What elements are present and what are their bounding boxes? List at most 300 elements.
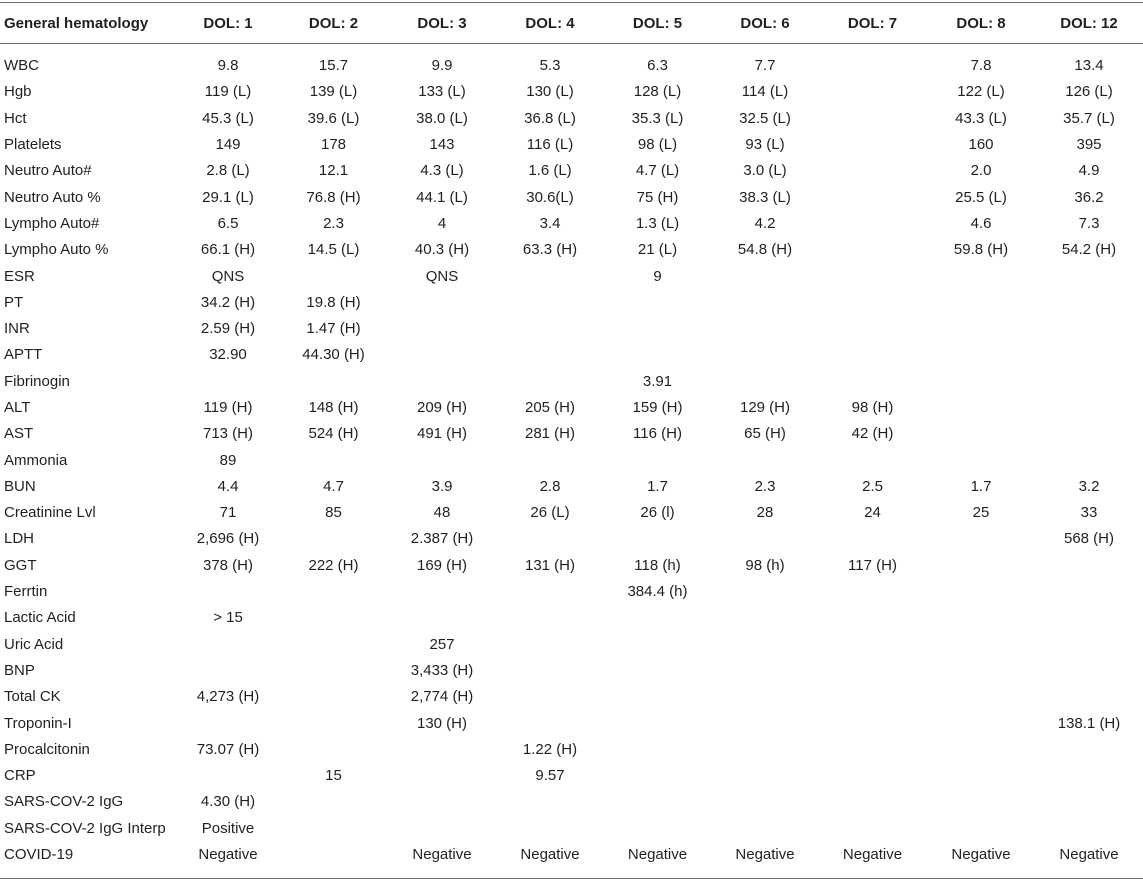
table-cell: [818, 132, 927, 158]
table-cell: [280, 369, 387, 395]
table-cell: 205 (H): [524, 399, 576, 416]
table-cell: [280, 447, 387, 473]
table-row: [0, 290, 1143, 316]
table-cell: [603, 605, 712, 631]
table-cell: 4: [437, 214, 447, 232]
table-cell: 143: [429, 136, 455, 154]
table-cell: [603, 316, 712, 342]
table-cell: 114 (L): [741, 83, 789, 101]
table-cell: 6.5: [217, 214, 239, 232]
table-cell: [712, 316, 818, 342]
table-cell: 257: [429, 635, 455, 653]
table-cell: [818, 526, 927, 552]
column-header-dol: DOL: 2: [308, 14, 359, 32]
table-cell: 43.3 (L): [955, 109, 1007, 127]
table-row: [0, 553, 1143, 579]
table-cell: [1035, 369, 1143, 395]
table-row: [0, 579, 1143, 605]
table-cell: [497, 290, 603, 316]
row-label: PT: [4, 293, 24, 311]
table-cell: 122 (L): [957, 83, 1005, 101]
table-cell: [497, 710, 603, 736]
table-cell: 4.2: [754, 214, 776, 232]
table-cell: [818, 53, 927, 79]
table-row: [0, 237, 1143, 263]
table-cell: 54.8 (H): [737, 241, 793, 259]
table-cell: [927, 316, 1035, 342]
table-row: [0, 342, 1143, 368]
row-label: Platelets: [4, 136, 62, 154]
table-cell: [818, 369, 927, 395]
table-cell: 713 (H): [202, 425, 254, 443]
table-cell: [387, 816, 497, 842]
table-cell: 1.7: [970, 477, 992, 495]
table-cell: [927, 263, 1035, 289]
row-label: INR: [4, 320, 30, 338]
table-cell: Negative: [951, 846, 1011, 864]
table-cell: 178: [320, 136, 347, 154]
spacer-cell: [0, 43, 1143, 53]
table-cell: [712, 579, 818, 605]
table-cell: [712, 605, 818, 631]
table-cell: 378 (H): [202, 556, 254, 574]
table-cell: [818, 237, 927, 263]
row-label: GGT: [4, 556, 37, 574]
table-cell: [1035, 263, 1143, 289]
table-cell: 5.3: [539, 57, 561, 75]
table-cell: [280, 789, 387, 815]
table-cell: [387, 737, 497, 763]
table-cell: 19.8 (H): [306, 293, 361, 311]
table-cell: [712, 710, 818, 736]
column-header-test-group: General hematology: [4, 14, 149, 32]
table-cell: [176, 632, 280, 658]
table-row: [0, 789, 1143, 815]
table-cell: 2.8: [539, 477, 561, 495]
table-cell: [1035, 816, 1143, 842]
table-cell: 7.3: [1078, 214, 1100, 232]
table-cell: 33: [1080, 504, 1098, 522]
table-cell: 119 (L): [204, 83, 252, 101]
table-cell: [176, 369, 280, 395]
table-row: [0, 763, 1143, 789]
table-cell: 148 (H): [308, 399, 359, 416]
table-cell: 6.3: [647, 57, 668, 75]
table-cell: [927, 684, 1035, 710]
table-cell: 63.3 (H): [522, 241, 578, 259]
table-cell: [387, 763, 497, 789]
table-row: [0, 395, 1143, 421]
table-cell: 160: [968, 136, 994, 154]
table-row: [0, 158, 1143, 184]
table-cell: [176, 710, 280, 736]
table-cell: [927, 526, 1035, 552]
row-label: WBC: [4, 57, 39, 75]
row-label: BUN: [4, 477, 36, 495]
table-cell: 44.1 (L): [416, 188, 468, 206]
table-cell: [927, 710, 1035, 736]
table-cell: 568 (H): [1063, 530, 1115, 548]
row-label: ESR: [4, 267, 35, 285]
table-cell: [818, 605, 927, 631]
table-cell: 384.4 (h): [627, 583, 688, 601]
table-cell: [603, 789, 712, 815]
table-cell: [1035, 763, 1143, 789]
table-cell: [497, 789, 603, 815]
table-cell: 3,433 (H): [410, 661, 474, 679]
table-cell: 54.2 (H): [1061, 241, 1117, 259]
table-cell: [497, 605, 603, 631]
table-cell: 13.4: [1074, 57, 1104, 75]
table-cell: [927, 579, 1035, 605]
spacer-row: [0, 43, 1143, 53]
table-cell: [1035, 684, 1143, 710]
table-cell: [603, 763, 712, 789]
row-label: SARS-COV-2 IgG Interp: [4, 819, 166, 837]
table-cell: [280, 737, 387, 763]
table-cell: 3.0 (L): [743, 162, 787, 180]
table-cell: 9.9: [431, 57, 453, 75]
table-cell: [387, 342, 497, 368]
table-cell: [603, 684, 712, 710]
row-label: Hgb: [4, 83, 32, 101]
table-cell: 75 (H): [636, 188, 679, 206]
table-cell: Negative: [735, 846, 795, 864]
table-cell: [927, 658, 1035, 684]
table-cell: [818, 158, 927, 184]
table-cell: 76.8 (H): [306, 188, 361, 206]
table-cell: [176, 763, 280, 789]
table-cell: 1.7: [647, 477, 668, 495]
table-cell: 39.6 (L): [307, 109, 360, 127]
table-cell: 117 (H): [848, 556, 897, 574]
table-cell: 40.3 (H): [414, 241, 470, 259]
table-cell: [712, 632, 818, 658]
table-cell: 59.8 (H): [953, 241, 1009, 259]
table-cell: [1035, 342, 1143, 368]
row-label: Hct: [4, 109, 27, 127]
table-cell: [1035, 447, 1143, 473]
table-cell: 36.8 (L): [524, 109, 576, 127]
table-cell: 3.4: [539, 214, 561, 232]
table-cell: 93 (L): [745, 136, 785, 154]
table-body: [0, 43, 1143, 868]
table-cell: 42 (H): [851, 425, 894, 443]
table-row: [0, 526, 1143, 552]
table-cell: 395: [1076, 136, 1102, 154]
table-cell: [818, 447, 927, 473]
table-cell: [603, 632, 712, 658]
table-cell: [387, 605, 497, 631]
row-label: CRP: [4, 767, 36, 785]
table-cell: 119 (H): [203, 399, 253, 416]
table-cell: 98 (L): [637, 136, 678, 154]
table-cell: [497, 447, 603, 473]
table-cell: 1.6 (L): [528, 162, 572, 180]
table-cell: [1035, 290, 1143, 316]
table-cell: 36.2: [1074, 188, 1104, 206]
table-cell: 169 (H): [416, 556, 468, 574]
table-cell: 35.7 (L): [1063, 109, 1115, 127]
table-cell: [603, 658, 712, 684]
table-cell: 45.3 (L): [202, 109, 254, 127]
table-cell: [818, 816, 927, 842]
table-cell: [927, 395, 1035, 421]
table-cell: [280, 632, 387, 658]
table-cell: [818, 789, 927, 815]
table-cell: [387, 447, 497, 473]
table-cell: [1035, 553, 1143, 579]
table-cell: 281 (H): [524, 425, 576, 443]
table-row: [0, 263, 1143, 289]
table-cell: [712, 737, 818, 763]
table-cell: 129 (H): [739, 399, 791, 416]
table-cell: 1.3 (L): [635, 214, 680, 232]
row-label: Creatinine Lvl: [4, 504, 96, 522]
table-cell: 116 (L): [526, 136, 574, 154]
table-cell: [280, 658, 387, 684]
table-cell: 14.5 (L): [307, 241, 360, 259]
table-cell: [818, 763, 927, 789]
table-cell: 2,774 (H): [410, 688, 474, 706]
table-cell: 26 (L): [530, 504, 570, 522]
table-cell: 32.90: [209, 346, 247, 364]
table-cell: [927, 290, 1035, 316]
bottom-rule: [0, 878, 1143, 879]
table-cell: [712, 763, 818, 789]
table-cell: 128 (L): [633, 83, 682, 101]
table-cell: [280, 579, 387, 605]
table-cell: 7.7: [754, 57, 776, 75]
table-row: [0, 369, 1143, 395]
row-label: Uric Acid: [4, 635, 64, 653]
table-cell: 1.47 (H): [306, 320, 361, 338]
table-row: [0, 500, 1143, 526]
table-cell: [712, 263, 818, 289]
table-cell: [927, 369, 1035, 395]
row-label: Procalcitonin: [4, 740, 90, 758]
column-header-dol: DOL: 1: [203, 14, 253, 32]
table-cell: 126 (L): [1065, 83, 1113, 101]
table-row: [0, 132, 1143, 158]
table-cell: 34.2 (H): [200, 293, 256, 311]
table-row: [0, 447, 1143, 473]
table-cell: 30.6(L): [526, 188, 574, 206]
table-cell: [712, 684, 818, 710]
table-cell: 159 (H): [632, 399, 683, 416]
table-row: [0, 842, 1143, 868]
table-cell: 28: [756, 504, 774, 522]
table-cell: 71: [219, 504, 237, 522]
table-cell: [818, 106, 927, 132]
table-cell: 7.8: [970, 57, 992, 75]
table-row: [0, 79, 1143, 105]
table-cell: 524 (H): [308, 425, 359, 443]
table-cell: [927, 737, 1035, 763]
table-cell: 130 (H): [416, 714, 468, 732]
table-cell: 491 (H): [416, 425, 468, 443]
table-cell: [818, 79, 927, 105]
table-cell: 118 (h): [634, 556, 681, 574]
table-cell: [603, 447, 712, 473]
row-label: AST: [4, 425, 34, 443]
table-cell: 89: [219, 451, 237, 469]
table-cell: [712, 658, 818, 684]
table-cell: 2,696 (H): [196, 530, 260, 548]
table-cell: [1035, 658, 1143, 684]
table-cell: [927, 421, 1035, 447]
table-cell: [280, 605, 387, 631]
table-cell: 98 (H): [851, 399, 894, 416]
table-cell: [927, 447, 1035, 473]
table-cell: [818, 710, 927, 736]
table-cell: [1035, 395, 1143, 421]
table-cell: 12.1: [318, 162, 349, 180]
row-label: Neutro Auto#: [4, 162, 92, 180]
table-cell: [387, 789, 497, 815]
table-cell: 2.3: [323, 214, 344, 232]
table-cell: [927, 553, 1035, 579]
table-row: [0, 658, 1143, 684]
table-cell: 4.7: [323, 477, 344, 495]
row-label: Fibrinogin: [4, 372, 70, 390]
table-cell: [387, 316, 497, 342]
table-cell: 222 (H): [308, 556, 359, 574]
table-cell: 2.0: [970, 162, 992, 180]
table-cell: [280, 684, 387, 710]
table-cell: 2.59 (H): [200, 320, 256, 338]
table-cell: [280, 526, 387, 552]
table-cell: [280, 710, 387, 736]
table-cell: [712, 447, 818, 473]
table-cell: 4.4: [217, 477, 239, 495]
table-cell: 4,273 (H): [196, 688, 260, 706]
table-cell: 9.57: [535, 767, 565, 785]
table-cell: 3.2: [1078, 477, 1100, 495]
table-cell: QNS: [211, 267, 245, 285]
table-cell: [1035, 737, 1143, 763]
row-label: Ferrtin: [4, 583, 48, 601]
table-cell: [603, 526, 712, 552]
table-row: [0, 816, 1143, 842]
table-cell: [927, 605, 1035, 631]
table-cell: [603, 816, 712, 842]
table-cell: [818, 263, 927, 289]
table-row: [0, 684, 1143, 710]
table-cell: 44.30 (H): [302, 346, 365, 364]
column-header-dol: DOL: 6: [740, 14, 790, 32]
table-cell: [497, 369, 603, 395]
table-cell: 35.3 (L): [631, 109, 684, 127]
table-cell: Negative: [198, 846, 258, 864]
table-cell: 2.5: [862, 477, 883, 495]
table-cell: [927, 342, 1035, 368]
table-cell: [818, 211, 927, 237]
row-label: BNP: [4, 661, 35, 679]
row-label: Lympho Auto %: [4, 241, 109, 259]
table-row: [0, 316, 1143, 342]
table-cell: [1035, 789, 1143, 815]
row-label: LDH: [4, 530, 35, 548]
table-cell: [603, 290, 712, 316]
table-cell: [497, 263, 603, 289]
column-header-dol: DOL: 8: [956, 14, 1006, 32]
table-cell: 4.7 (L): [635, 162, 680, 180]
table-cell: > 15: [213, 609, 243, 627]
table-cell: 116 (H): [633, 425, 682, 443]
table-cell: 139 (L): [309, 83, 358, 101]
table-cell: 3.91: [642, 372, 673, 390]
table-row: [0, 710, 1143, 736]
table-cell: [927, 763, 1035, 789]
table-cell: [603, 710, 712, 736]
table-cell: [712, 816, 818, 842]
table-cell: [497, 684, 603, 710]
table-cell: 26 (l): [640, 504, 675, 522]
table-cell: Positive: [201, 819, 255, 837]
table-row: [0, 211, 1143, 237]
table-cell: Negative: [520, 846, 580, 864]
table-cell: 38.3 (L): [739, 188, 791, 206]
table-cell: [497, 632, 603, 658]
row-label: Lympho Auto#: [4, 214, 100, 232]
table-cell: QNS: [425, 267, 459, 285]
table-cell: 1.22 (H): [522, 740, 578, 758]
table-row: [0, 53, 1143, 79]
table-cell: 98 (h): [745, 556, 785, 574]
table-cell: 2.387 (H): [410, 530, 474, 548]
table-cell: [1035, 579, 1143, 605]
table-cell: [176, 658, 280, 684]
table-cell: [927, 789, 1035, 815]
table-cell: 4.6: [970, 214, 992, 232]
table-cell: [927, 816, 1035, 842]
table-cell: 25.5 (L): [955, 188, 1007, 206]
table-cell: 73.07 (H): [196, 740, 260, 758]
column-header-dol: DOL: 4: [525, 14, 575, 32]
table-cell: [818, 737, 927, 763]
table-cell: 48: [433, 504, 451, 522]
table-cell: 130 (L): [526, 83, 574, 101]
table-cell: Negative: [842, 846, 903, 864]
table-cell: [387, 290, 497, 316]
table-cell: [280, 263, 387, 289]
table-cell: 15: [325, 767, 342, 785]
table-cell: [818, 579, 927, 605]
table-row: [0, 737, 1143, 763]
table-cell: [497, 316, 603, 342]
table-cell: [818, 684, 927, 710]
table-cell: [387, 579, 497, 605]
table-cell: 25: [972, 504, 990, 522]
table-cell: 3.9: [431, 477, 453, 495]
row-label: Ammonia: [4, 451, 68, 469]
table-cell: [280, 816, 387, 842]
table-cell: 209 (H): [416, 399, 468, 416]
table-cell: [712, 789, 818, 815]
table-cell: [497, 816, 603, 842]
table-cell: [818, 658, 927, 684]
table-cell: 131 (H): [524, 556, 576, 574]
table-cell: [818, 316, 927, 342]
table-cell: 133 (L): [418, 83, 466, 101]
table-cell: [818, 342, 927, 368]
table-row: [0, 106, 1143, 132]
row-label: ALT: [4, 399, 31, 416]
lab-results-table: [0, 3, 1143, 868]
table-cell: 65 (H): [744, 425, 786, 443]
table-cell: [818, 290, 927, 316]
